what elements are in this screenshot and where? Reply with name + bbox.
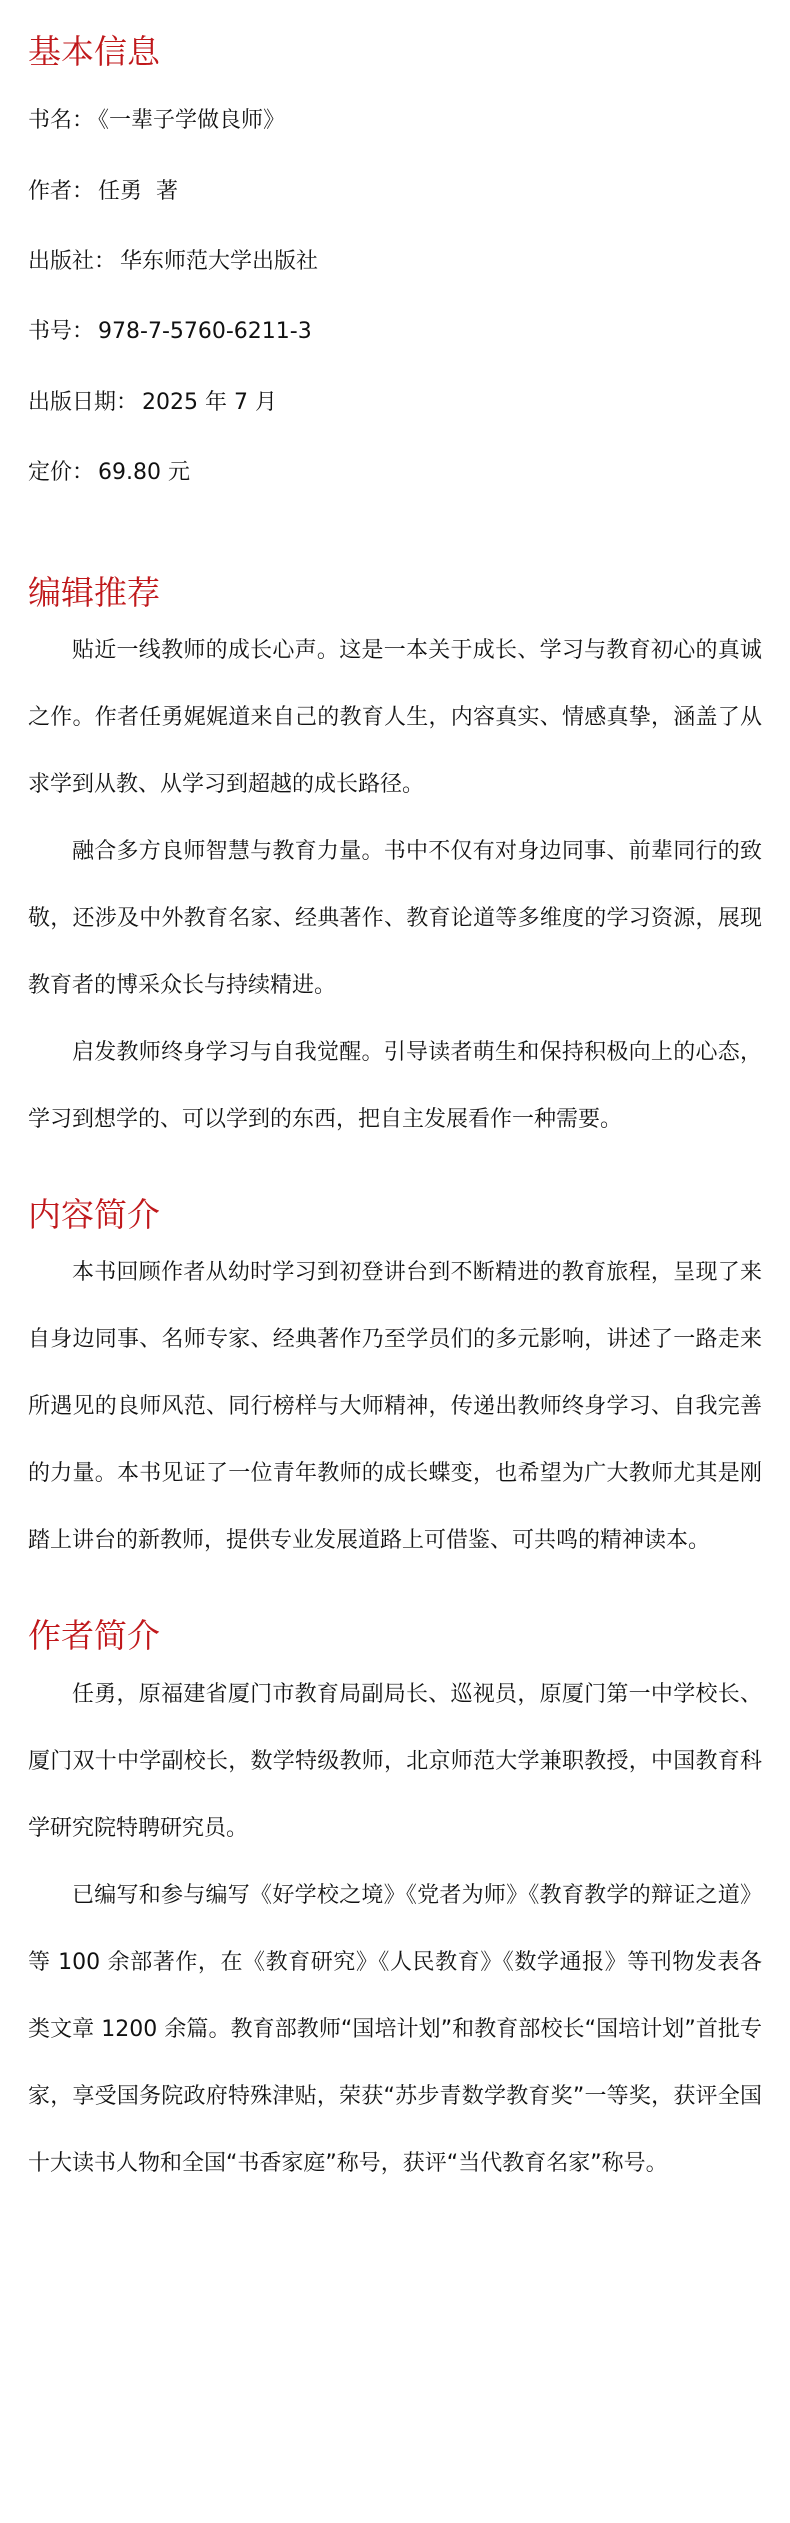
info-value: 任勇 著 xyxy=(98,178,179,204)
author-paragraph: 已编写和参与编写《好学校之境》《党者为师》《教育教学的辩证之道》等 100 余部著作，在《教育研究》《人民教育》《数学通报》等刊物发表各类文章 1200 余篇。教育部教师“国培计划”和教育部校长“国培计划”首批专家，享受国务院政府特殊津贴，荣获“苏步青数学教育奖”一等奖，获评全国十大读书人物和全国“书香家庭”称号，获评“当代教育名家”称号。 xyxy=(28,1882,762,2176)
section-title-author-bio: 作者简介 xyxy=(28,1616,160,1656)
info-label: 出版社： xyxy=(28,249,117,275)
info-row-publish-date xyxy=(28,390,762,416)
info-label: 书号： xyxy=(28,319,95,345)
info-label: 出版日期： xyxy=(28,389,139,415)
section-title-content-summary: 内容简介 xyxy=(28,1194,160,1234)
editor-paragraph: 融合多方良师智慧与教育力量。书中不仅有对身边同事、前辈同行的致敬，还涉及中外教育名家、经典著作、教育论道等多维度的学习资源，展现教育者的博采众长与持续精进。 xyxy=(28,838,762,998)
info-label: 书名： xyxy=(28,108,95,134)
info-row-publisher xyxy=(28,249,762,275)
info-row-isbn xyxy=(28,319,762,345)
basic-info-section xyxy=(28,34,762,487)
info-label: 作者： xyxy=(28,178,95,204)
section-title-editor-recommendation: 编辑推荐 xyxy=(28,572,160,612)
info-row-price xyxy=(28,460,762,486)
info-row-title xyxy=(28,108,762,134)
summary-paragraph: 本书回顾作者从幼时学习到初登讲台到不断精进的教育旅程，呈现了来自身边同事、名师专家、经典著作乃至学员们的多元影响，讲述了一路走来所遇见的良师风范、同行榜样与大师精神，传递出教师终身学习、自我完善的力量。本书见证了一位青年教师的成长蝶变，也希望为广大教师尤其是刚踏上讲台的新教师，提供专业发展道路上可借鉴、可共鸣的精神读本。 xyxy=(28,1260,762,1554)
info-value: 《一辈子学做良师》 xyxy=(98,108,286,134)
editor-recommendation-section xyxy=(28,572,762,1153)
editor-paragraph: 启发教师终身学习与自我觉醒。引导读者萌生和保持积极向上的心态，学习到想学的、可以学到的东西，把自主发展看作一种需要。 xyxy=(28,1039,762,1132)
author-bio-section xyxy=(28,1618,762,2196)
info-value: 978-7-5760-6211-3 xyxy=(98,319,312,345)
section-spacer xyxy=(28,531,762,575)
info-value: 2025 年 7 月 xyxy=(142,389,277,415)
editor-paragraph: 贴近一线教师的成长心声。这是一本关于成长、学习与教育初心的真诚之作。作者任勇娓娓道来自己的教育人生，内容真实、情感真挚，涵盖了从求学到从教、从学习到超越的成长路径。 xyxy=(28,637,762,797)
info-row-author xyxy=(28,179,762,205)
section-title-basic-info: 基本信息 xyxy=(28,32,160,71)
info-label: 定价： xyxy=(28,460,95,486)
section-spacer xyxy=(28,1574,762,1618)
info-value: 华东师范大学出版社 xyxy=(120,249,319,275)
info-value: 69.80 元 xyxy=(98,460,190,486)
section-spacer xyxy=(28,1153,762,1197)
content-summary-section xyxy=(28,1194,762,1574)
author-paragraph: 任勇，原福建省厦门市教育局副局长、巡视员，原厦门第一中学校长、厦门双十中学副校长，数学特级教师，北京师范大学兼职教授，中国教育科学研究院特聘研究员。 xyxy=(28,1681,762,1841)
